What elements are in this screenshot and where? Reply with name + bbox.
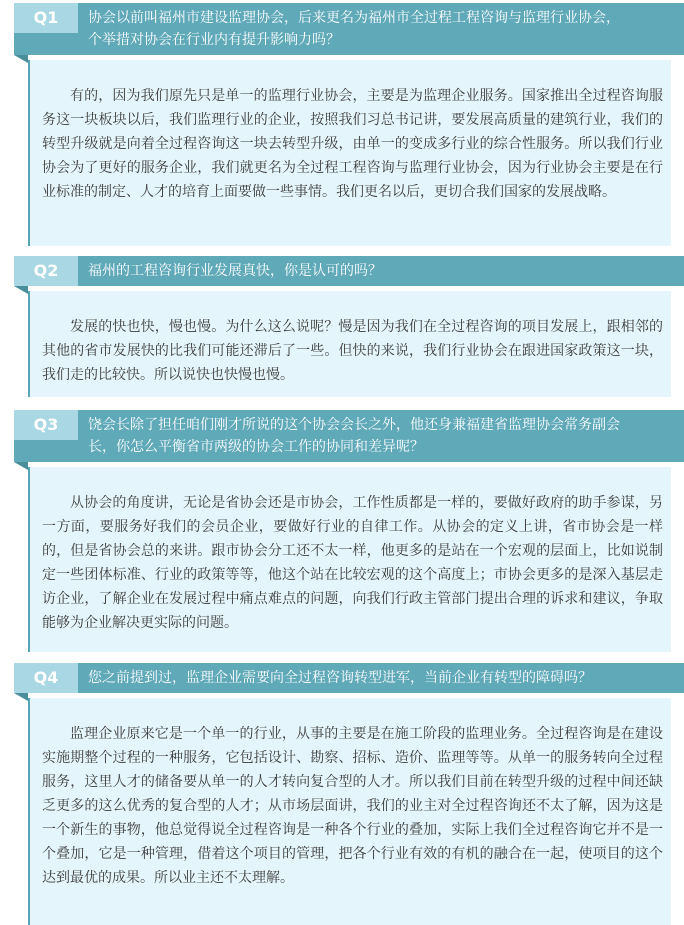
ribbon-fold bbox=[14, 693, 28, 701]
answer-panel bbox=[28, 60, 671, 246]
answer-panel bbox=[28, 467, 671, 652]
ribbon-fold bbox=[14, 286, 28, 294]
question-number-badge: Q4 bbox=[14, 663, 78, 693]
question-number-badge: Q3 bbox=[14, 410, 78, 440]
qa-block-q4 bbox=[0, 660, 684, 925]
question-line: 协会以前叫福州市建设监理协会，后来更名为福州市全过程工程咨询与监理行业协会， bbox=[88, 10, 620, 26]
ribbon-fold bbox=[14, 55, 28, 63]
question-line: 饶会长除了担任咱们刚才所说的这个协会会长之外，他还身兼福建省监理协会常务副会 bbox=[88, 417, 620, 433]
answer-text: 有的，因为我们原先只是单一的监理行业协会，主要是为监理企业服务。国家推出全过程咨询服务这一块板块以后，我们监理行业的企业，按照我们习总书记讲，要发展高质量的建筑行业，我们的转型升级就是向着全过程咨询这一块去转型升级，由单一的变成多行业的综合性服务。所以我们行业协会为了更好的服务企业，我们就更名为全过程工程咨询与监理行业协会，因为行业协会主要是在行业标准的制定、人才的培育上面要做一些事情。我们更名以后，更切合我们国家的发展战略。 bbox=[42, 88, 663, 200]
answer-text: 监理企业原来它是一个单一的行业，从事的主要是在施工阶段的监理业务。全过程咨询是在建设实施期整个过程的一种服务，它包括设计、勘察、招标、造价、监理等等。从单一的服务转向全过程服务，这里人才的储备要从单一的人才转向复合型的人才。所以我们目前在转型升级的过程中间还缺乏更多的这么优秀的复合型的人才；从市场层面讲，我们的业主对全过程咨询还不太了解，因为这是一个新生的事物，他总觉得说全过程咨询是一种各个行业的叠加，实际上我们全过程咨询它并不是一个叠加，它是一种管理，借着这个项目的管理，把各个行业有效的有机的融合在一起，使项目的这个达到最优的成果。所以业主还不太理解。 bbox=[42, 726, 663, 886]
question-line: 您之前提到过，监理企业需要向全过程咨询转型进军，当前企业有转型的障碍吗？ bbox=[88, 670, 592, 686]
question-text bbox=[88, 7, 680, 51]
question-header bbox=[14, 663, 684, 693]
question-line: 福州的工程咨询行业发展真快，你是认可的吗？ bbox=[88, 263, 382, 279]
qa-block-q3 bbox=[0, 407, 684, 652]
answer-panel bbox=[28, 291, 671, 397]
answer-text: 发展的快也快，慢也慢。为什么这么说呢？慢是因为我们在全过程咨询的项目发展上，跟相邻的其他的省市发展快的比我们可能还滞后了一些。但快的来说，我们行业协会在跟进国家政策这一块，我们走的比较快。所以说快也快慢也慢。 bbox=[42, 319, 663, 383]
question-text bbox=[88, 414, 680, 458]
answer-panel bbox=[28, 698, 671, 925]
question-header bbox=[14, 256, 684, 286]
answer-text: 从协会的角度讲，无论是省协会还是市协会，工作性质都是一样的，要做好政府的助手参谋，另一方面，要服务好我们的会员企业，要做好行业的自律工作。从协会的定义上讲，省市协会是一样的，但是省协会总的来讲。跟市协会分工还不太一样，他更多的是站在一个宏观的层面上，比如说制定一些团体标准、行业的政策等等，他这个站在比较宏观的这个高度上；市协会更多的是深入基层走访企业，了解企业在发展过程中痛点难点的问题，向我们行政主管部门提出合理的诉求和建议，争取能够为企业解决更实际的问题。 bbox=[42, 495, 663, 631]
ribbon-fold bbox=[14, 462, 28, 470]
question-text bbox=[88, 260, 680, 282]
question-line: 个举措对协会在行业内有提升影响力吗？ bbox=[88, 32, 340, 48]
question-number-badge: Q1 bbox=[14, 3, 78, 33]
question-header bbox=[14, 410, 684, 462]
question-text bbox=[88, 667, 680, 689]
question-number-badge: Q2 bbox=[14, 256, 78, 286]
qa-block-q2 bbox=[0, 253, 684, 399]
question-line: 长，你怎么平衡省市两级的协会工作的协同和差异呢？ bbox=[88, 439, 424, 455]
qa-block-q1 bbox=[0, 0, 684, 248]
question-header bbox=[14, 3, 684, 55]
